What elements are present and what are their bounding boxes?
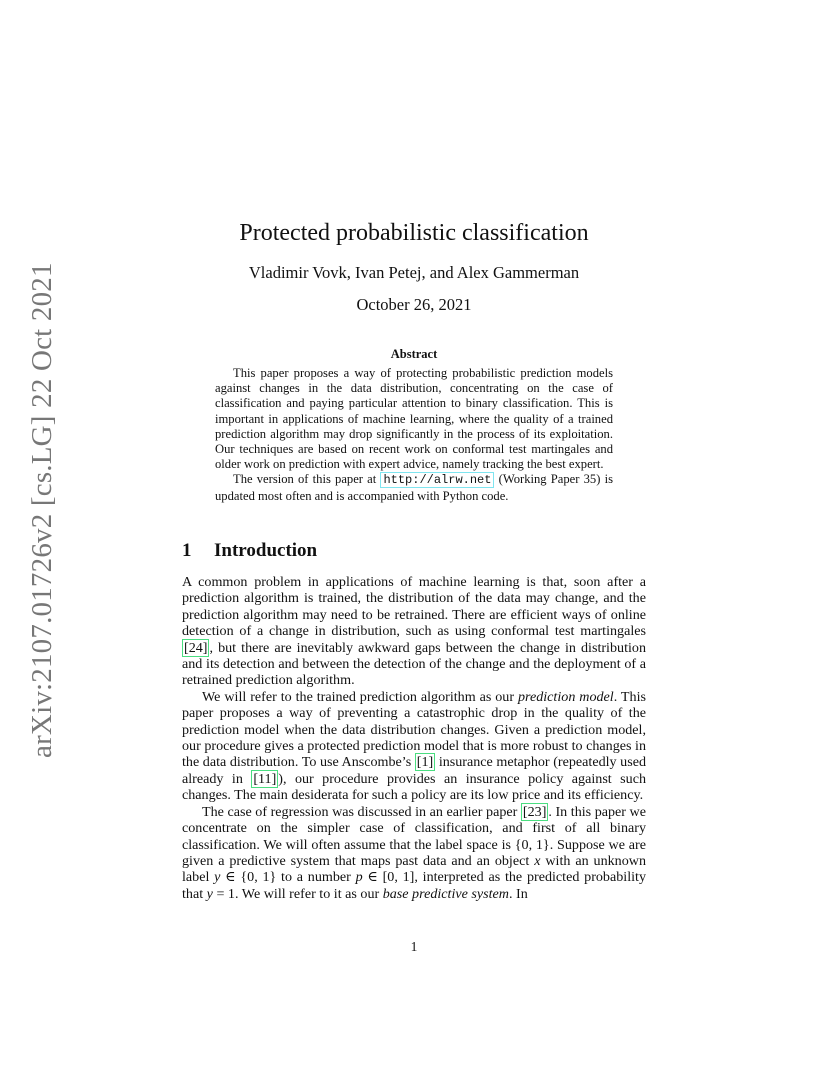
- emphasis: prediction model: [517, 688, 614, 705]
- body-text: . In this paper we concentrate on the simpler case of classification, and first of all binary classification. We will often assume that the label space is {0, 1}. Suppose we are given a predictive system that maps past data and an object: [182, 803, 646, 869]
- section-heading: [182, 539, 317, 563]
- introduction-body: [182, 574, 646, 902]
- body-text: insurance metaphor (repeatedly used already in: [182, 754, 646, 787]
- body-text: The case of regression was discussed in an earlier paper: [202, 803, 521, 820]
- abstract-heading: Abstract: [390, 347, 438, 361]
- body-text: , but there are inevitably awkward gaps between the change in distribution and its detection and between the detection of the change and the deployment of a retrained prediction algorithm.: [182, 639, 646, 689]
- intro-paragraph-2: [182, 689, 646, 804]
- abstract-body: [215, 366, 613, 504]
- paper-authors: Vladimir Vovk, Ivan Petej, and Alex Gammerman: [248, 263, 580, 282]
- abstract-paragraph-2: [215, 472, 613, 503]
- math-variable: p: [355, 869, 363, 886]
- abstract-text: (Working Paper 35) is updated most often and is accompanied with Python code.: [215, 472, 613, 503]
- citation-link[interactable]: [23]: [522, 803, 547, 820]
- body-text: We will refer to the trained prediction algorithm as our: [202, 688, 518, 705]
- intro-paragraph-3: [182, 804, 646, 902]
- math-variable: x: [534, 852, 541, 869]
- body-text: ), our procedure provides an insurance policy against such changes. The main desiderata for such a policy are its low price and its efficiency.: [182, 770, 647, 804]
- body-text: A common problem in applications of machine learning is that, soon after a prediction algorithm is trained, the distribution of the data may change, and the prediction algorithm may need to be retrained. There are efficient ways of online detection of a change in distribution, such as using conformal test martingales: [182, 574, 646, 640]
- body-text: with an unknown label: [182, 852, 646, 886]
- citation-link[interactable]: [1]: [416, 754, 434, 771]
- intro-paragraph-1: [182, 574, 646, 689]
- paper-title: Protected probabilistic classification: [239, 220, 589, 246]
- emphasis: base predictive system: [382, 885, 509, 902]
- citation-link[interactable]: [11]: [253, 770, 277, 787]
- alrw-link[interactable]: http://alrw.net: [380, 472, 494, 488]
- arxiv-identifier: arXiv:2107.01726v2 [cs.LG] 22 Oct 2021: [26, 262, 58, 758]
- body-text: ∈ [0, 1], interpreted as the predicted probability that: [182, 869, 646, 902]
- body-text: . In: [508, 885, 528, 902]
- body-text: . This paper proposes a way of preventing a catastrophic drop in the quality of the prediction model when the data distribution changes. Given a prediction model, our procedure gives a protected prediction model that is more robust to changes in the data distribution. To use Anscombe’s: [182, 688, 646, 771]
- abstract-paragraph-1: This paper proposes a way of protecting probabilistic prediction models against changes in the data distribution, concentrating on the case of classification and paying particular attention to binary classification. This is important in applications of machine learning, where the quality of a trained prediction algorithm may drop significantly in the process of its exploitation. Our techniques are based on recent work on conformal test martingales and older work on prediction with expert advice, namely tracking the best expert.: [215, 366, 613, 472]
- paper-date: October 26, 2021: [356, 295, 472, 314]
- body-text: = 1. We will refer to it as our: [212, 885, 383, 902]
- page-number: 1: [410, 939, 418, 954]
- math-variable: y: [214, 869, 221, 886]
- section-number: 1: [182, 540, 192, 561]
- section-title: Introduction: [214, 540, 318, 561]
- body-text: ∈ {0, 1} to a number: [220, 869, 356, 886]
- math-variable: y: [206, 885, 213, 902]
- abstract-text: The version of this paper at: [233, 472, 381, 487]
- citation-link[interactable]: [24]: [184, 639, 208, 656]
